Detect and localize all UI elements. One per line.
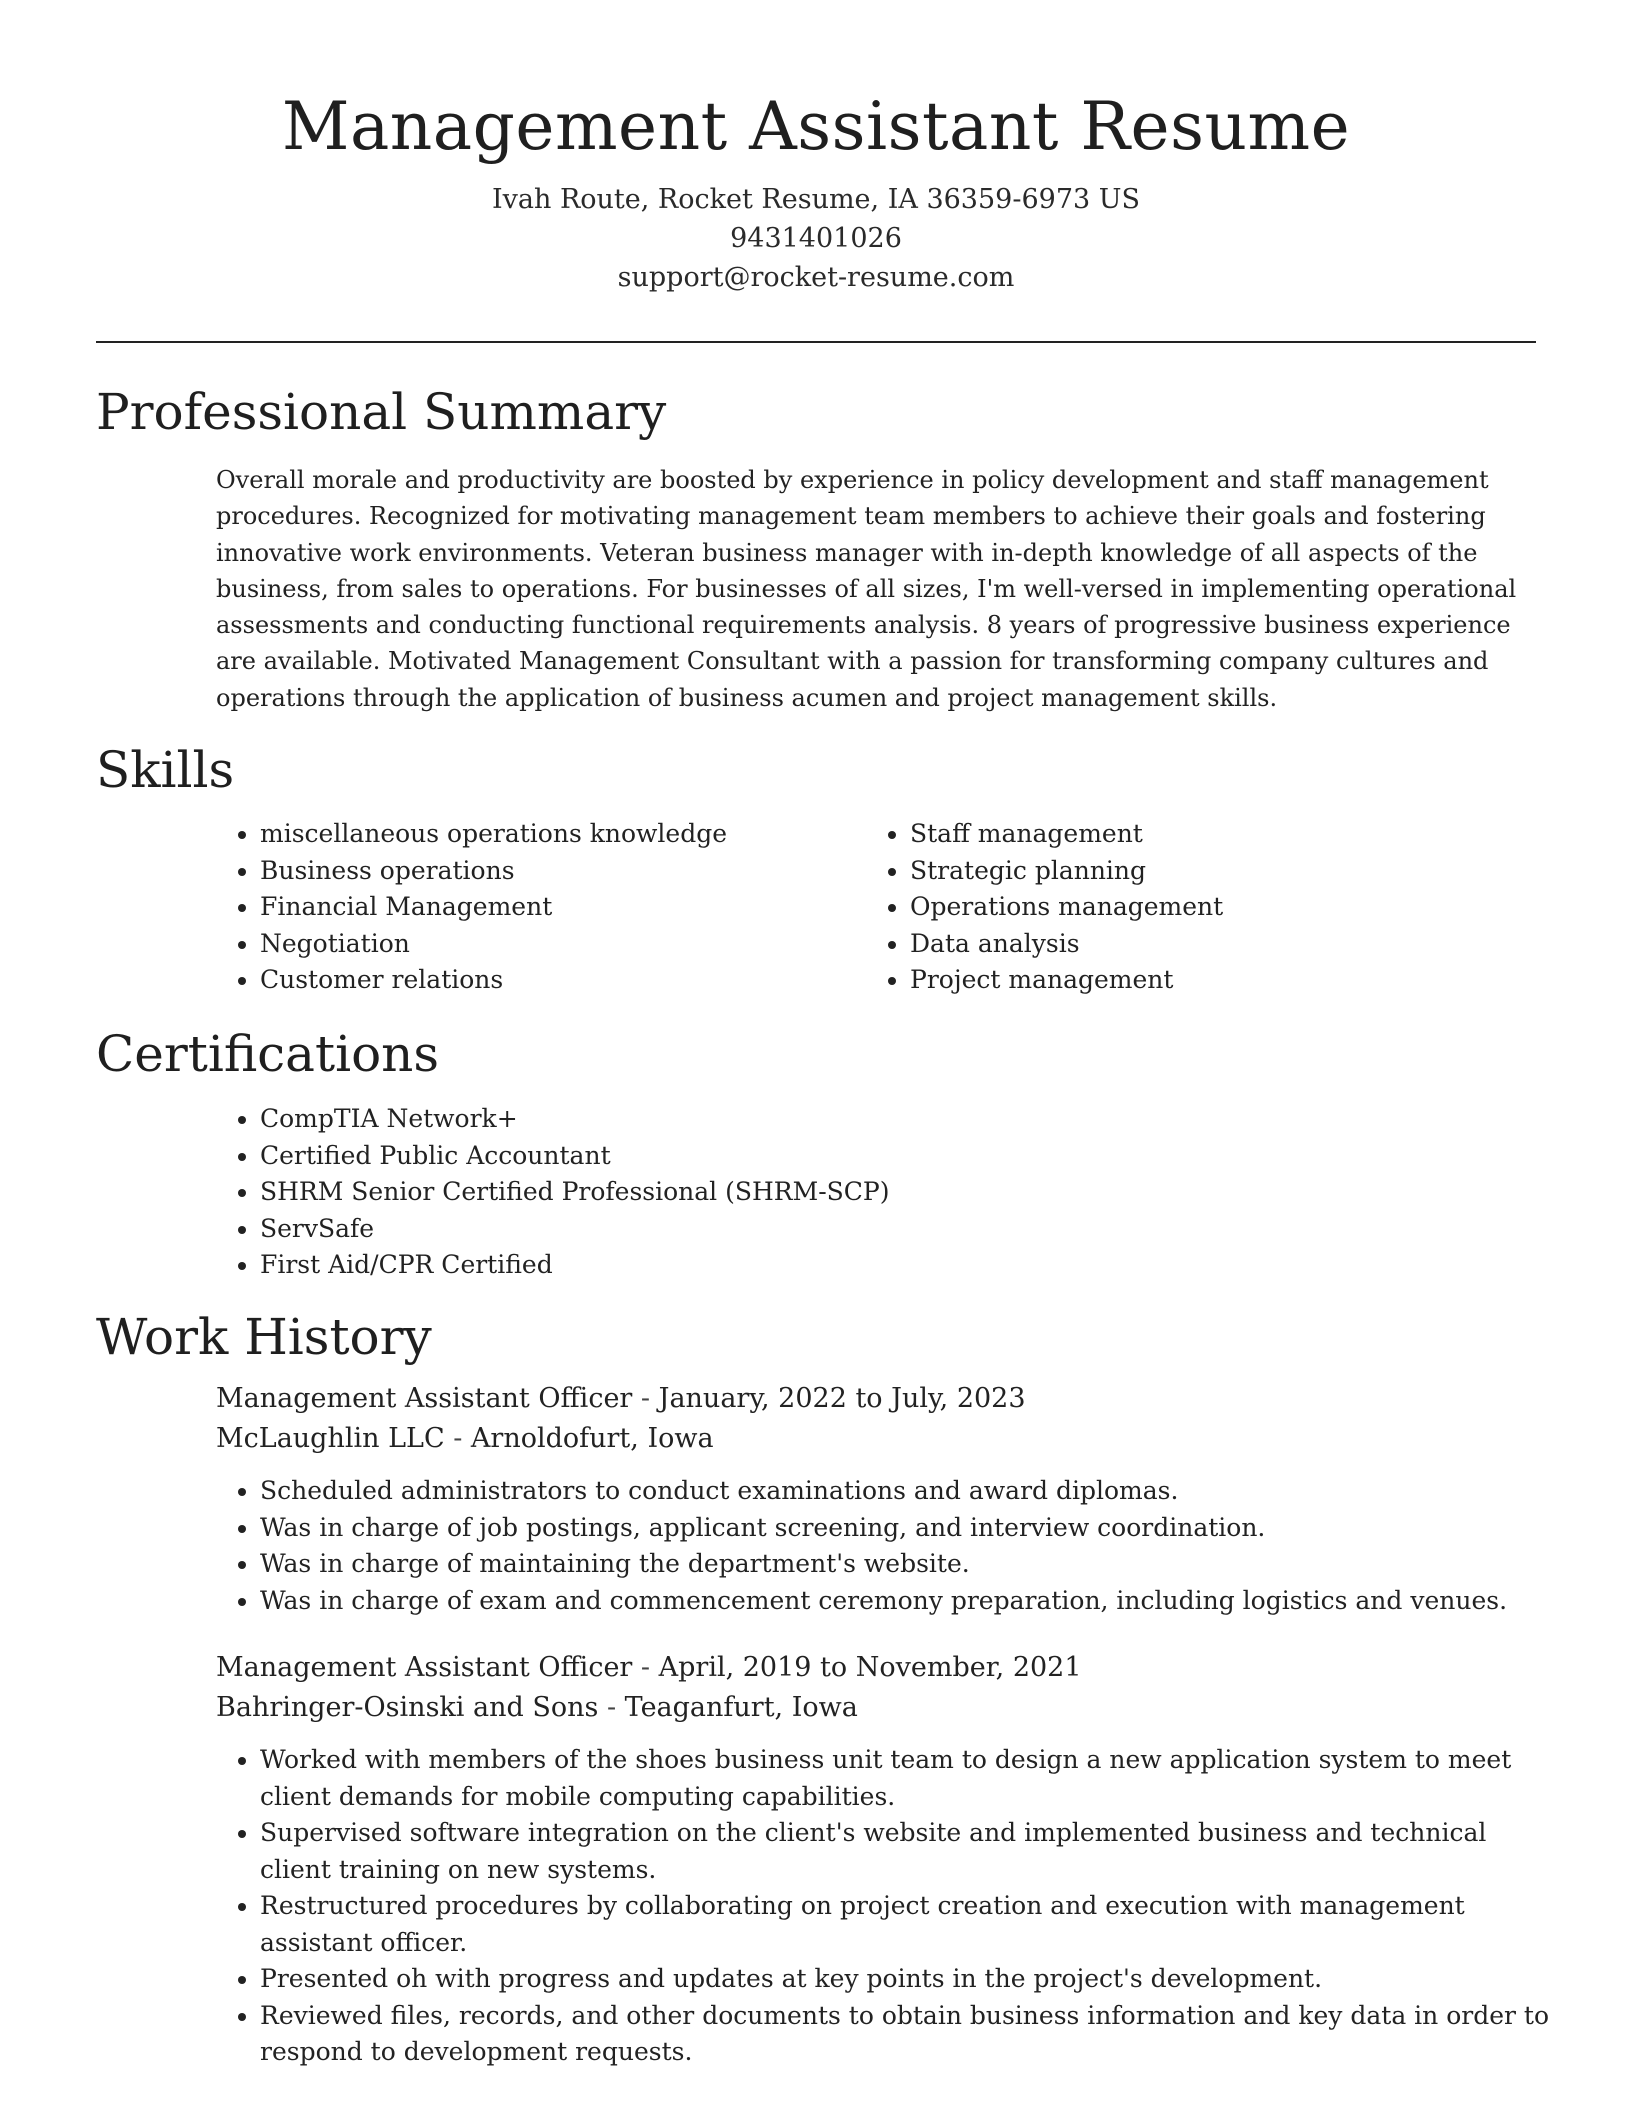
list-item: • Was in charge of maintaining the department's website. (260, 1546, 1560, 1583)
list-item: • Was in charge of job postings, applicant screening, and interview coordination. (260, 1510, 1560, 1547)
summary-heading: Professional Summary (96, 383, 667, 441)
list-item: • Customer relations (260, 962, 860, 999)
list-item: • Data analysis (910, 926, 1510, 963)
job-title-line (216, 1379, 1516, 1419)
contact-phone: 9431401026 (730, 223, 902, 254)
list-item: • Negotiation (260, 926, 860, 963)
list-item: • Was in charge of exam and commencement ceremony preparation, including logistics and venues. (260, 1583, 1560, 1620)
list-item: • Business operations (260, 853, 860, 890)
job-dates: January, 2022 to July, 2023 (658, 1383, 1026, 1414)
list-item: • Certified Public Accountant (260, 1138, 1560, 1175)
job-header (216, 1379, 1516, 1459)
separator: - (632, 1652, 659, 1683)
job-company: McLaughlin LLC (216, 1423, 445, 1454)
resume-header (96, 84, 1536, 297)
list-item: • miscellaneous operations knowledge (260, 816, 860, 853)
list-item: • Strategic planning (910, 853, 1510, 890)
skills-list-right (866, 816, 1510, 999)
skills-heading: Skills (96, 741, 235, 799)
contact-email: support@rocket-resume.com (617, 262, 1015, 293)
job-dates: April, 2019 to November, 2021 (658, 1652, 1082, 1683)
separator: - (632, 1383, 659, 1414)
work-history-heading: Work History (96, 1308, 432, 1366)
list-item: • Project management (910, 962, 1510, 999)
list-item: • Presented oh with progress and updates at key points in the project's development. (260, 1961, 1560, 1998)
list-item: • Restructured procedures by collaborating on project creation and execution with management assistant officer. (260, 1888, 1560, 1961)
list-item: • SHRM Senior Certified Professional (SHRM-SCP) (260, 1174, 1560, 1211)
page-title: Management Assistant Resume (281, 88, 1351, 165)
list-item: • ServSafe (260, 1211, 1560, 1248)
certifications-heading: Certifications (96, 1025, 440, 1083)
list-item: • Financial Management (260, 889, 860, 926)
job-bullets (216, 1473, 1560, 1619)
job-company-line (216, 1419, 1516, 1459)
job-company: Bahringer-Osinski and Sons (216, 1692, 599, 1723)
contact-address: Ivah Route, Rocket Resume, IA 36359-6973 US (491, 184, 1141, 215)
list-item: • Worked with members of the shoes business unit team to design a new application system to meet client demands for mobile computing capabilities. (260, 1742, 1560, 1815)
job-header (216, 1648, 1516, 1728)
list-item: • Scheduled administrators to conduct examinations and award diplomas. (260, 1473, 1560, 1510)
skills-list-left (216, 816, 860, 999)
job-company-line (216, 1688, 1516, 1728)
separator: - (598, 1692, 625, 1723)
list-item: • Operations management (910, 889, 1510, 926)
job-title: Management Assistant Officer (216, 1383, 633, 1414)
job-bullets (216, 1742, 1560, 2071)
list-item: • First Aid/CPR Certified (260, 1247, 1560, 1284)
job-title-line (216, 1648, 1516, 1688)
separator: - (444, 1423, 471, 1454)
header-divider (96, 341, 1536, 343)
list-item: • CompTIA Network+ (260, 1101, 1560, 1138)
certifications-list (216, 1101, 1560, 1284)
summary-text: Overall morale and productivity are boosted by experience in policy development and staff management procedures. Recognized for motivating management team members to achieve their goals and fostering innovative work environments. Veteran business manager with in-depth knowledge of all aspects of the business, from sales to operations. For businesses of all sizes, I'm well-versed in implementing operational assessments and conducting functional requirements analysis. 8 years of progressive business experience are available. Motivated Management Consultant with a passion for transforming company cultures and operations through the application of business acumen and project management skills. (216, 466, 1517, 712)
job-location: Arnoldofurt, Iowa (470, 1423, 714, 1454)
list-item: • Supervised software integration on the client's website and implemented business and technical client training on new systems. (260, 1815, 1560, 1888)
job-title: Management Assistant Officer (216, 1652, 633, 1683)
job-location: Teaganfurt, Iowa (624, 1692, 858, 1723)
list-item: • Staff management (910, 816, 1510, 853)
list-item: • Reviewed files, records, and other documents to obtain business information and key data in order to respond to development requests. (260, 1998, 1560, 2071)
contact-block (96, 180, 1536, 297)
